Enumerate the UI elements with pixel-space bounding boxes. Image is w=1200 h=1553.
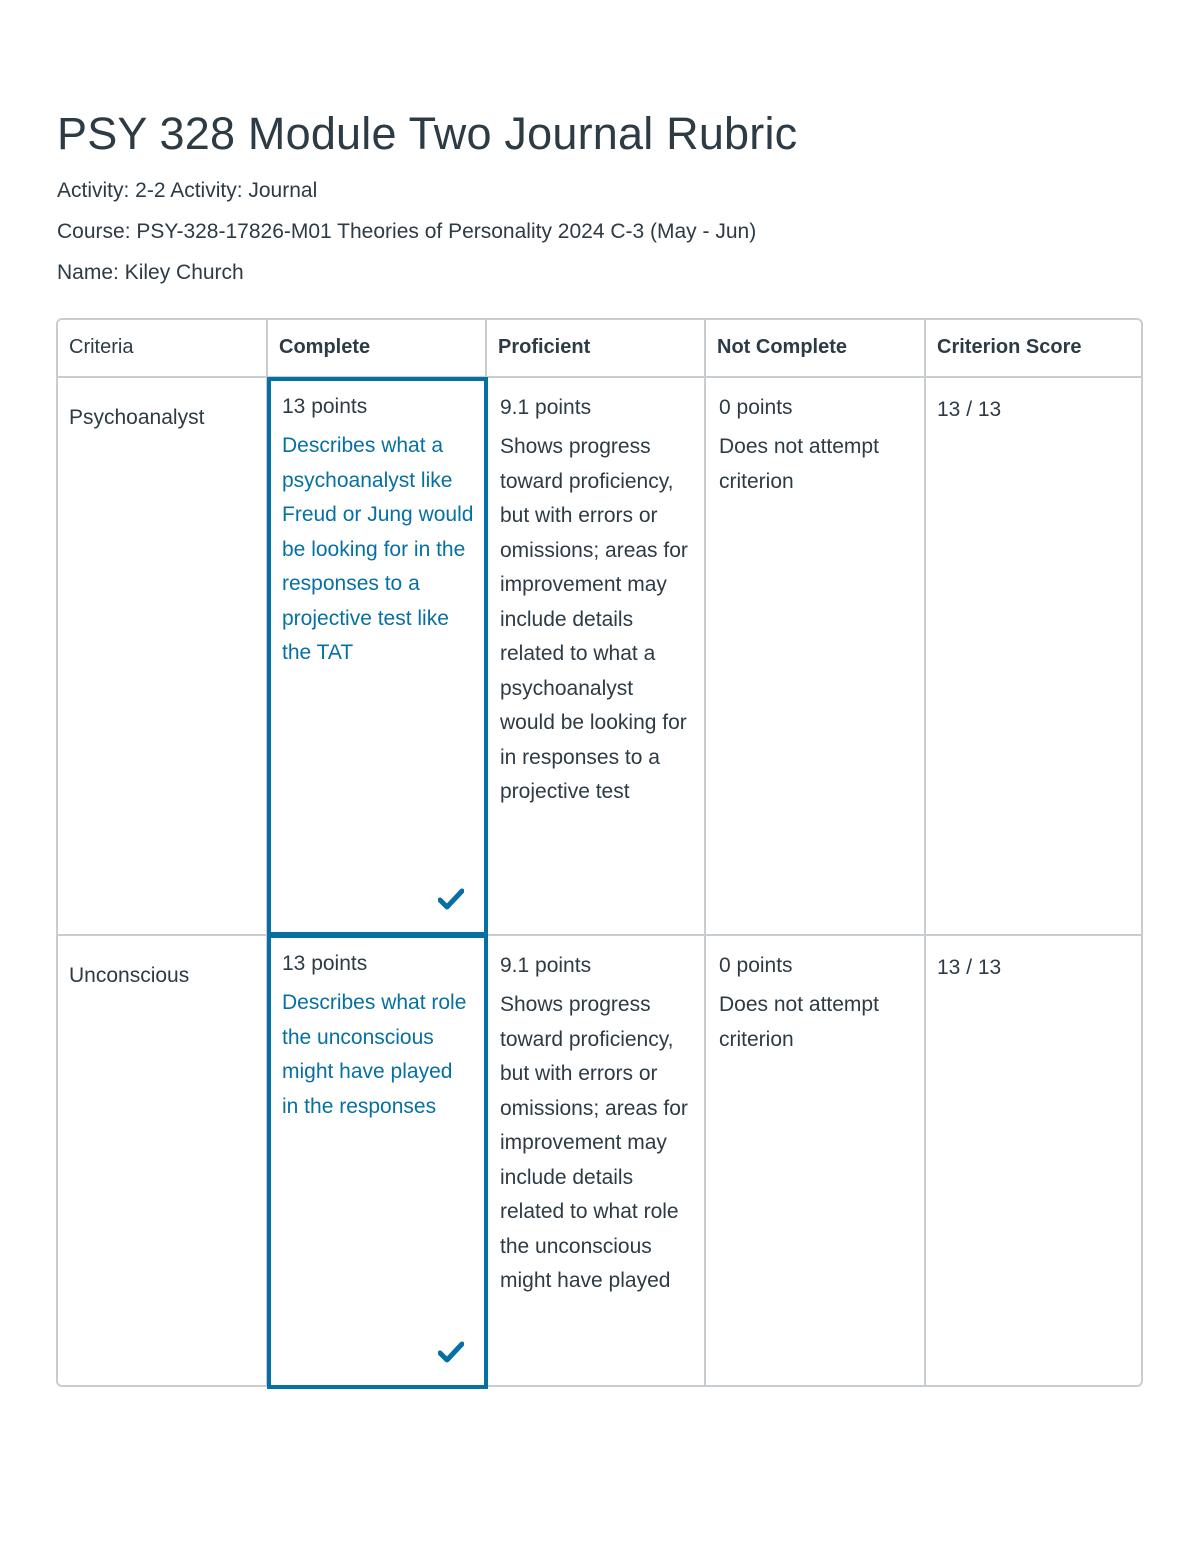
rating-description: Describes what role the unconscious might have played in the responses <box>282 991 467 1118</box>
rating-not-complete[interactable] <box>706 936 924 1387</box>
check-icon <box>438 888 464 910</box>
header-complete: Complete <box>279 336 371 358</box>
criterion-score: 13 / 13 <box>937 956 1002 979</box>
header-criteria: Criteria <box>69 336 134 358</box>
criterion-name: Unconscious <box>69 964 190 987</box>
rating-complete-selected[interactable] <box>267 934 488 1389</box>
rating-points: 9.1 points <box>500 396 592 419</box>
rating-proficient[interactable] <box>487 378 704 934</box>
rating-complete-selected[interactable] <box>267 377 488 936</box>
rating-points: 13 points <box>282 395 368 418</box>
rating-points: 9.1 points <box>500 954 592 977</box>
criterion-score: 13 / 13 <box>937 398 1002 421</box>
header-proficient: Proficient <box>498 336 591 358</box>
rubric-table <box>56 318 1143 1387</box>
student-name-line: Name: Kiley Church <box>57 261 244 284</box>
rating-description: Shows progress toward proficiency, but with errors or omissions; areas for improvement may include details related to what role the unconscious might have played <box>500 993 688 1292</box>
rating-description: Shows progress toward proficiency, but with errors or omissions; areas for improvement may include details related to what a psychoanalyst would be looking for in responses to a projective test <box>500 435 688 803</box>
criterion-name: Psychoanalyst <box>69 406 205 429</box>
header-criterion-score: Criterion Score <box>937 336 1082 358</box>
rating-description: Describes what a psychoanalyst like Freud or Jung would be looking for in the responses to a projective test like the TAT <box>282 434 474 664</box>
rating-not-complete[interactable] <box>706 378 924 934</box>
rating-points: 13 points <box>282 952 368 975</box>
rating-proficient[interactable] <box>487 936 704 1387</box>
rating-description: Does not attempt criterion <box>719 993 879 1051</box>
page-title: PSY 328 Module Two Journal Rubric <box>57 108 798 159</box>
course-line: Course: PSY-328-17826-M01 Theories of Personality 2024 C-3 (May - Jun) <box>57 220 757 243</box>
activity-line: Activity: 2-2 Activity: Journal <box>57 179 318 202</box>
rating-description: Does not attempt criterion <box>719 435 879 493</box>
rating-points: 0 points <box>719 396 793 419</box>
header-not-complete: Not Complete <box>717 336 847 358</box>
rating-points: 0 points <box>719 954 793 977</box>
check-icon <box>438 1341 464 1363</box>
